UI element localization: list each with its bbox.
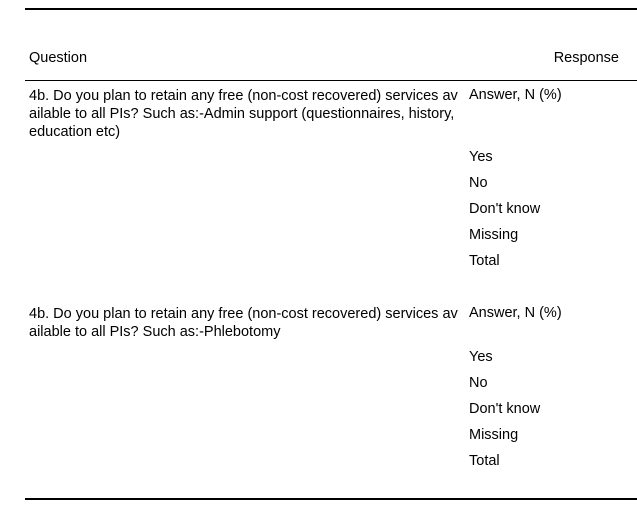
response-option-no: No <box>469 175 488 191</box>
response-option-dont-know: Don't know <box>469 401 541 417</box>
response-option-total: Total <box>469 253 500 269</box>
response-option-missing: Missing <box>469 427 519 443</box>
response-option-dont-know: Don't know <box>469 201 541 217</box>
table-top-rule <box>25 8 637 10</box>
response-option-yes: Yes <box>469 349 493 365</box>
column-header-response: Response <box>553 50 619 66</box>
response-option-no: No <box>469 375 488 391</box>
column-header-question: Question <box>29 50 88 66</box>
response-option-total: Total <box>469 453 500 469</box>
table-header-rule <box>25 80 637 81</box>
answer-header: Answer, N (%) <box>469 87 562 103</box>
question-text: 4b. Do you plan to retain any free (non-cost recovered) services available to all PIs? Such as:-Phlebotomy <box>29 306 458 340</box>
response-option-missing: Missing <box>469 227 519 243</box>
table-bottom-rule <box>25 498 637 500</box>
response-option-yes: Yes <box>469 149 493 165</box>
question-text: 4b. Do you plan to retain any free (non-cost recovered) services available to all PIs? Such as:-Admin support (questionnaires, history, education etc) <box>29 88 458 140</box>
answer-header: Answer, N (%) <box>469 305 562 321</box>
